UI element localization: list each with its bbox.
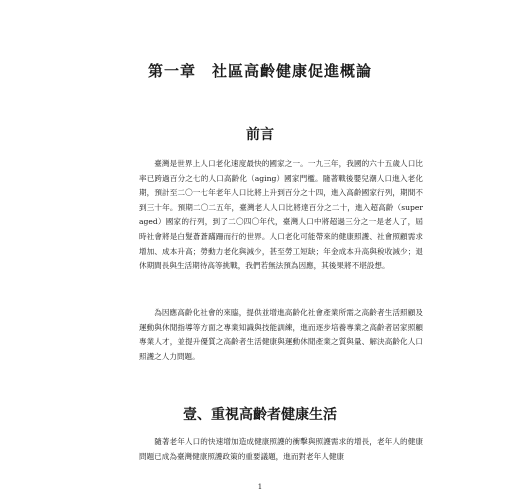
paragraph: 隨著老年人口的快速增加造成健康照護的衝擊與照護需求的增長，老年人的健康問題已成為臺灣健康照護政策的重要議題，進而對老年人健康 [139, 437, 423, 461]
paragraph: 為因應高齡化社會的來臨，提供並增進高齡化社會產業所需之高齡者生活照顧及運動與休閒指導等方面之專業知識與技能訓練，進而逐步培養專業之高齡者居家照顧專業人才，並提升優質之高齡者生活健康與運動休閒產業之質與量、解決高齡化人口照護之人力問題。 [139, 308, 423, 361]
page-number: 1 [257, 483, 263, 491]
chapter-title: 第一章 社區高齡健康促進概論 [147, 62, 372, 80]
section-heading-healthy-living: 壹、重視高齡者健康生活 [183, 407, 337, 423]
section-heading-preface: 前言 [246, 127, 274, 143]
paragraph: 臺灣是世界上人口老化速度最快的國家之一。一九三年，我國的六十五歲人口比率已跨過百分之七的人口高齡化（aging）國家門檻。隨著戰後嬰兒潮人口進入老化期，預計至二〇一七年老年人口比將上升到百分之十四，進入高齡國家行列，期間不到三十年。預期二〇二五年，臺灣老人人口比將達百分之二十，進入超高齡（super aged）國家的行列，到了二〇四〇年代，臺灣人口中將超過三分之一是老人了，屆時社會將是白髮蒼蒼蹣跚而行的世界。人口老化可能帶來的健康照護、社會照顧需求增加、成本升高；勞動力老化與減少，甚至勞工短缺；年金成本升高與稅收減少；退休期間長與生活期待高等挑戰，我們若無法預為因應，其後果將不堪設想。 [139, 159, 423, 271]
